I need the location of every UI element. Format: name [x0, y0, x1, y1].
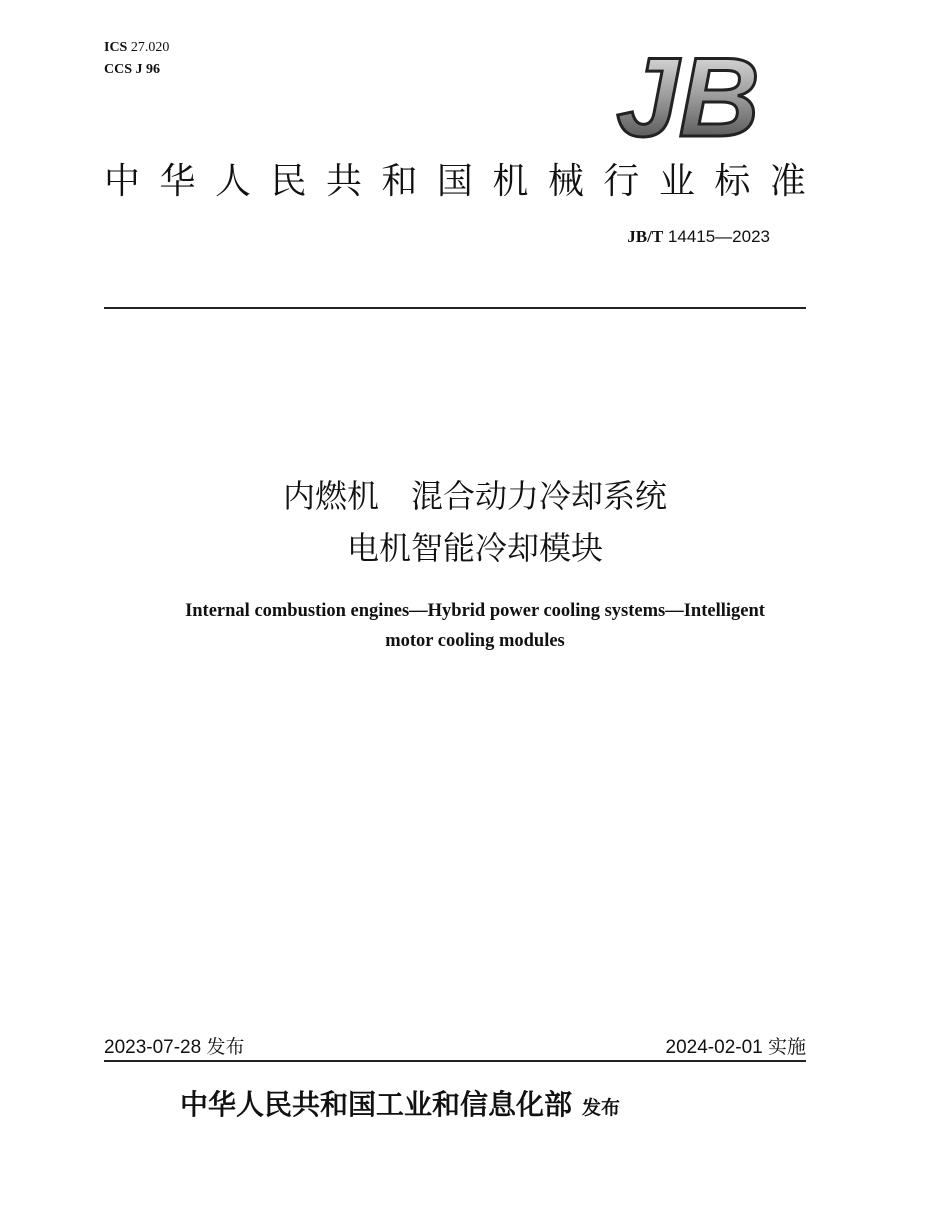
chinese-title	[100, 470, 850, 574]
standard-category-char: 行	[603, 161, 640, 202]
ccs-code: CCS J 96	[104, 62, 161, 77]
standard-category-char: 华	[159, 161, 196, 202]
chinese-title-line-1: 内燃机 混合动力冷却系统	[282, 477, 667, 515]
standard-category-char: 准	[769, 161, 806, 202]
english-title-line-2: motor cooling modules	[385, 631, 565, 651]
logo-text: JB	[616, 40, 760, 150]
bottom-divider	[104, 1060, 806, 1062]
issuer-suffix: 发布	[582, 1097, 621, 1119]
ics-code: ICS 27.020	[104, 40, 170, 55]
standard-category-char: 国	[436, 161, 473, 202]
release-date: 2023-07-28 发布	[104, 1037, 245, 1058]
standard-category-char: 中	[104, 161, 141, 202]
chinese-title-line-2: 电机智能冷却模块	[346, 529, 603, 567]
standard-category-char: 标	[714, 161, 751, 202]
standard-category-char: 机	[492, 161, 529, 202]
classification-codes	[104, 37, 169, 81]
issuing-authority	[180, 1083, 800, 1123]
standard-number: JB/T 14415—2023	[627, 227, 770, 246]
english-title-line-1: Internal combustion engines—Hybrid power cooling systems—Intelligent	[185, 601, 765, 621]
top-divider	[104, 307, 806, 309]
jb-logo-icon	[596, 40, 776, 150]
standard-category-char: 人	[214, 161, 251, 202]
issuer-name: 中华人民共和国工业和信息化部	[180, 1088, 573, 1121]
english-title	[110, 596, 840, 656]
standard-category-char: 和	[381, 161, 418, 202]
standard-category-char: 业	[658, 161, 695, 202]
standard-category-char: 共	[325, 161, 362, 202]
standard-category-char: 械	[547, 161, 584, 202]
implement-date: 2024-02-01 实施	[665, 1037, 806, 1058]
standard-category-char: 民	[270, 161, 307, 202]
date-row	[104, 1032, 806, 1059]
standard-category	[104, 158, 806, 206]
